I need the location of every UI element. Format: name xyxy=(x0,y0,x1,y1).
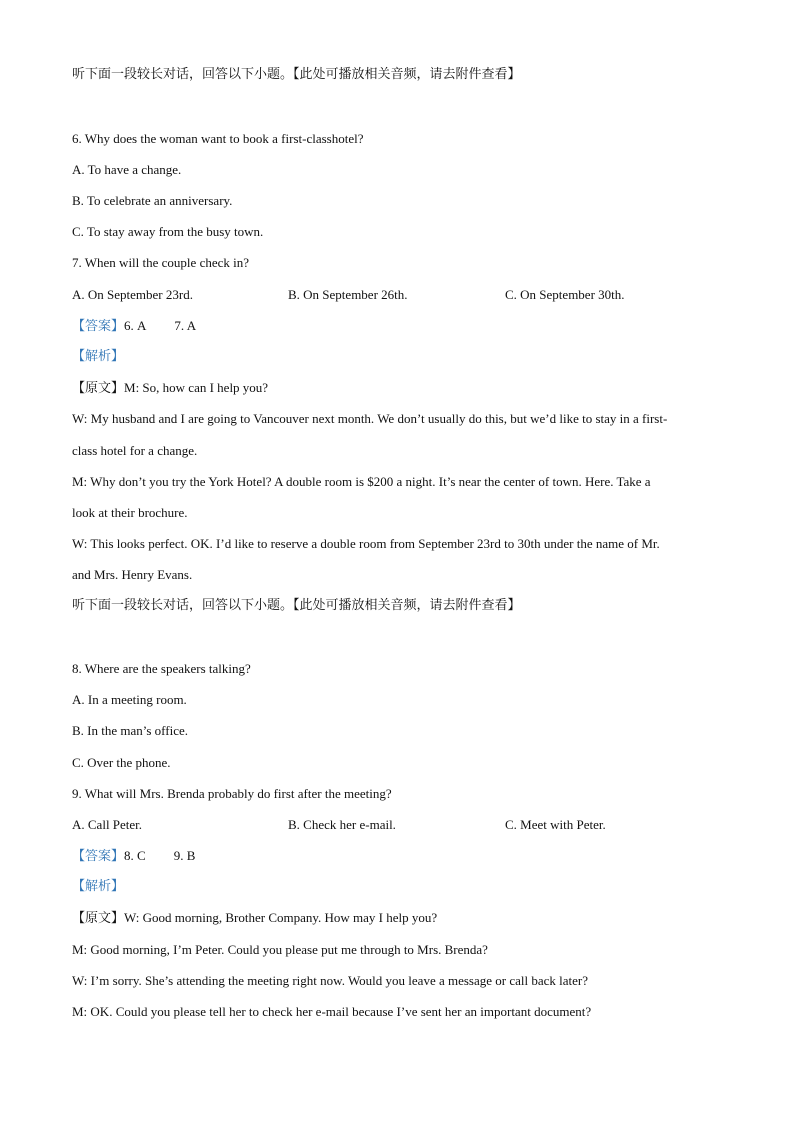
question-7-stem: 7. When will the couple check in? xyxy=(72,255,250,270)
transcript-line: M: Good morning, I’m Peter. Could you please put me through to Mrs. Brenda? xyxy=(72,942,488,957)
transcript-line: M: OK. Could you please tell her to check her e-mail because I’ve sent her an important document? xyxy=(72,1004,592,1019)
question-9-option-b: B. Check her e-mail. xyxy=(288,817,396,832)
question-8-stem: 8. Where are the speakers talking? xyxy=(72,661,251,676)
transcript-line: W: My husband and I are going to Vancouver next month. We don’t usually do this, but we’d like to stay in a first- xyxy=(72,411,668,426)
question-9-option-a: A. Call Peter. xyxy=(72,817,143,832)
answer-9: 9. B xyxy=(173,848,196,863)
transcript-line: W: I’m sorry. She’s attending the meeting right now. Would you leave a message or call back later? xyxy=(72,973,589,988)
answer-line-1 xyxy=(72,318,196,335)
analysis-label-1: 【解析】 xyxy=(72,349,125,364)
answer-label: 【答案】 xyxy=(72,849,125,864)
answer-7: 7. A xyxy=(174,318,197,333)
question-7-option-c: C. On September 30th. xyxy=(505,287,625,302)
transcript-text: W: Good morning, Brother Company. How may I help you? xyxy=(124,910,438,925)
transcript-text: M: So, how can I help you? xyxy=(124,380,269,395)
question-8-option-a: A. In a meeting room. xyxy=(72,692,187,707)
transcript-line: M: Why don’t you try the York Hotel? A double room is $200 a night. It’s near the center of town. Here. Take a xyxy=(72,474,651,489)
section2-instruction: 听下面一段较长对话，回答以下小题。【此处可播放相关音频，请去附件查看】 xyxy=(72,598,521,613)
analysis-label-2: 【解析】 xyxy=(72,879,125,894)
transcript-line xyxy=(72,910,437,927)
section1-instruction: 听下面一段较长对话，回答以下小题。【此处可播放相关音频，请去附件查看】 xyxy=(72,67,521,82)
question-7-option-a: A. On September 23rd. xyxy=(72,287,193,302)
question-6-option-a: A. To have a change. xyxy=(72,162,182,177)
answer-6: 6. A xyxy=(124,318,147,333)
transcript-line: class hotel for a change. xyxy=(72,443,198,458)
question-8-option-b: B. In the man’s office. xyxy=(72,723,189,738)
question-9-option-c: C. Meet with Peter. xyxy=(505,817,606,832)
question-6-stem: 6. Why does the woman want to book a first-classhotel? xyxy=(72,131,364,146)
question-7-option-b: B. On September 26th. xyxy=(288,287,408,302)
transcript-label: 【原文】 xyxy=(72,911,125,926)
question-9-stem: 9. What will Mrs. Brenda probably do first after the meeting? xyxy=(72,786,392,801)
question-6-option-c: C. To stay away from the busy town. xyxy=(72,224,264,239)
question-6-option-b: B. To celebrate an anniversary. xyxy=(72,193,233,208)
transcript-label: 【原文】 xyxy=(72,381,125,396)
transcript-line: and Mrs. Henry Evans. xyxy=(72,567,193,582)
answer-label: 【答案】 xyxy=(72,319,125,334)
answer-8: 8. C xyxy=(124,848,146,863)
question-8-option-c: C. Over the phone. xyxy=(72,755,171,770)
answer-line-2 xyxy=(72,848,195,865)
transcript-line xyxy=(72,380,268,397)
transcript-line: look at their brochure. xyxy=(72,505,188,520)
transcript-line: W: This looks perfect. OK. I’d like to reserve a double room from September 23rd to 30th under the name of Mr. xyxy=(72,536,660,551)
